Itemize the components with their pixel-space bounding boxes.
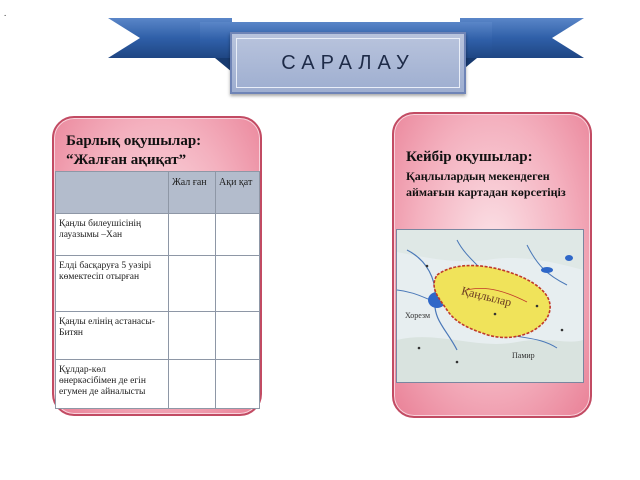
false-answer-cell[interactable]	[169, 256, 216, 312]
heading-line-2: “Жалған ақиқат”	[66, 152, 187, 168]
table-header-row	[56, 172, 260, 214]
table-row	[56, 360, 260, 409]
header-cell-blank	[56, 172, 169, 214]
all-students-heading	[66, 132, 256, 170]
true-answer-cell[interactable]	[216, 214, 260, 256]
false-answer-cell[interactable]	[169, 312, 216, 360]
false-answer-cell[interactable]	[169, 360, 216, 409]
title-box	[230, 32, 466, 94]
header-cell-true: Ақи қат	[216, 172, 260, 214]
statement-cell: Елді басқаруға 5 уәзірі көмектесіп отырған	[56, 256, 169, 312]
map-label-kangly: Қаңлылар	[459, 283, 513, 310]
historical-map[interactable]	[396, 229, 584, 383]
true-false-table	[55, 171, 260, 409]
statement-cell: Қаңлы билеушісінің лауазымы –Хан	[56, 214, 169, 256]
some-students-title: Кейбір оқушылар:	[406, 149, 533, 165]
page-title: САРАЛАУ	[281, 51, 415, 74]
statement-cell: Қаңлы елінің астанасы-Битян	[56, 312, 169, 360]
table-row	[56, 312, 260, 360]
false-answer-cell[interactable]	[169, 214, 216, 256]
table-row	[56, 214, 260, 256]
map-label-khorezm: Хорезм	[405, 311, 431, 320]
true-answer-cell[interactable]	[216, 256, 260, 312]
true-answer-cell[interactable]	[216, 360, 260, 409]
true-answer-cell[interactable]	[216, 312, 260, 360]
statement-cell: Құлдар-көл өнеркәсібімен де егін егумен де айналысты	[56, 360, 169, 409]
map-label-pamir: Памир	[512, 351, 535, 360]
table-row	[56, 256, 260, 312]
corner-mark: .	[4, 8, 7, 18]
map-task-text: Қаңлылардың мекендеген аймағын картадан көрсетіңіз	[406, 169, 566, 199]
some-students-heading	[406, 148, 586, 200]
map-image	[397, 230, 583, 382]
header-cell-false: Жал ған	[169, 172, 216, 214]
heading-line-1: Барлық оқушылар:	[66, 133, 202, 149]
